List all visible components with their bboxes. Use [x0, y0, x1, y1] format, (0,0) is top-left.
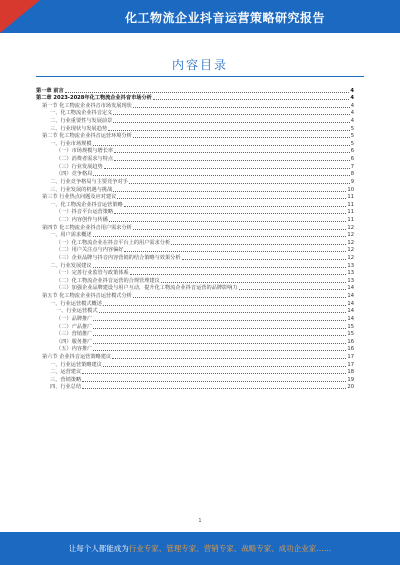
header-red-corner — [0, 0, 40, 33]
toc-entry[interactable] — [36, 125, 354, 133]
toc-entry-page: 14 — [347, 300, 354, 307]
toc-entry-title: 第三节 行业热点问题及应对建议 — [42, 194, 117, 201]
page-number: 1 — [198, 518, 202, 524]
toc-entry-page: 19 — [347, 376, 354, 383]
toc-leader-dots — [130, 274, 347, 275]
toc-entry[interactable] — [36, 300, 354, 308]
toc-entry[interactable] — [36, 285, 354, 293]
toc-leader-dots — [112, 358, 346, 359]
toc-entry-page: 12 — [347, 239, 354, 246]
toc-entry[interactable] — [36, 315, 354, 323]
toc-leader-dots — [239, 289, 347, 290]
toc-leader-dots — [153, 99, 350, 100]
toc-entry-title: 第六节 企业抖音运营策略建议 — [42, 353, 112, 360]
toc-entry[interactable] — [36, 155, 354, 163]
toc-entry-title: （二）内容创作与传播 — [56, 216, 108, 223]
toc-leader-dots — [133, 297, 347, 298]
toc-leader-dots — [103, 305, 347, 306]
toc-entry-title: 第一章 前言 — [36, 87, 64, 94]
toc-entry-title: （二）消费者需求与特点 — [56, 156, 114, 163]
toc-entry-page: 12 — [347, 224, 354, 231]
toc-leader-dots — [133, 229, 347, 230]
toc-entry-title: 一、行业运营模式 — [56, 308, 98, 315]
toc-entry[interactable] — [36, 216, 354, 224]
toc-entry[interactable] — [36, 361, 354, 369]
toc-leader-dots — [117, 198, 346, 199]
toc-leader-dots — [103, 366, 347, 367]
toc-entry-page: 10 — [347, 186, 354, 193]
toc-entry-title: 一、行业运营模式概述 — [50, 300, 102, 307]
toc-entry-title: （三）营销推广 — [56, 331, 93, 338]
toc-entry-title: 二、运营建议 — [50, 369, 82, 376]
toc-entry[interactable] — [36, 346, 354, 354]
toc-leader-dots — [113, 114, 349, 115]
toc-entry[interactable] — [36, 338, 354, 346]
toc-leader-dots — [161, 282, 347, 283]
toc-entry-page: 4 — [350, 95, 354, 102]
toc-entry[interactable] — [36, 292, 354, 300]
toc-leader-dots — [124, 251, 346, 252]
toc-entry-page: 16 — [347, 338, 354, 345]
toc-leader-dots — [93, 267, 347, 268]
toc-entry-title: （一）化工物流企业在抖音平台上的用户需求分析 — [56, 239, 171, 246]
toc-entry-title: （一）品牌推广 — [56, 315, 93, 322]
toc-entry-title: （四）服务推广 — [56, 338, 93, 345]
toc-entry-title: 第四节 化工物流企业抖音用户需求分析 — [42, 224, 132, 231]
report-title: 化工物流企业抖音运营策略研究报告 — [124, 11, 325, 25]
toc-leader-dots — [113, 122, 349, 123]
toc-leader-dots — [82, 373, 346, 374]
toc-entry[interactable] — [36, 323, 354, 331]
toc-entry-page: 9 — [350, 178, 354, 185]
toc-entry-page: 12 — [347, 247, 354, 254]
toc-entry[interactable] — [36, 178, 354, 186]
toc-entry-page: 14 — [347, 293, 354, 300]
toc-entry-title: 第一节 化工物流企业抖音市场发展现状 — [42, 102, 132, 109]
toc-entry-title: 三、行业现状与发展趋势 — [50, 125, 108, 132]
toc-leader-dots — [93, 350, 346, 351]
toc-entry-title: 一、化工物流企业抖音定义 — [50, 110, 113, 117]
toc-divider — [36, 76, 364, 77]
toc-entry-title: 三、行业发展的机遇与挑战 — [50, 186, 113, 193]
table-of-contents — [36, 87, 354, 391]
toc-entry-title: （一）抖音平台运营策略 — [56, 209, 114, 216]
toc-entry-page: 8 — [350, 171, 354, 178]
toc-entry-title: （二）化工物流企业抖音运营的合规管理建议 — [56, 277, 160, 284]
toc-entry-title: 第五节 化工物流企业抖音运营模式分析 — [42, 293, 132, 300]
toc-leader-dots — [124, 206, 347, 207]
toc-entry-page: 11 — [347, 216, 354, 223]
toc-entry-title: （一）市场规模与增长率 — [56, 148, 114, 155]
toc-leader-dots — [82, 381, 346, 382]
toc-leader-dots — [114, 160, 350, 161]
toc-leader-dots — [113, 191, 346, 192]
toc-leader-dots — [82, 388, 346, 389]
toc-entry-title: （三）加强企业品牌建设与用户互动，提升化工物流企业抖音运营的品牌影响力 — [56, 285, 238, 292]
toc-leader-dots — [182, 259, 347, 260]
toc-leader-dots — [129, 183, 350, 184]
toc-entry[interactable] — [36, 95, 354, 103]
toc-leader-dots — [114, 213, 346, 214]
toc-entry-title: 二、行业发展建议 — [50, 262, 92, 269]
toc-entry[interactable] — [36, 262, 354, 270]
toc-entry[interactable] — [36, 254, 354, 262]
toc-leader-dots — [133, 107, 350, 108]
toc-entry-page: 6 — [350, 156, 354, 163]
toc-entry[interactable] — [36, 270, 354, 278]
footer-slogan-lead: 让每个人都能成为 — [68, 544, 129, 553]
toc-heading: 内容目录 — [171, 58, 228, 72]
toc-entry-page: 13 — [347, 270, 354, 277]
toc-entry-title: 三、营销策略 — [50, 376, 82, 383]
toc-entry-title: （三）企业品牌与抖音内容营销的结合策略与效果分析 — [56, 255, 181, 262]
toc-leader-dots — [93, 236, 347, 237]
toc-entry-page: 4 — [350, 110, 354, 117]
toc-entry-title: 一、行业市场规模 — [50, 140, 92, 147]
toc-leader-dots — [133, 137, 350, 138]
toc-entry-title: 第二节 化工物流企业抖音运营环境分析 — [42, 133, 132, 140]
toc-entry-title: （三）行业发展趋势 — [56, 163, 103, 170]
toc-entry-page: 14 — [347, 315, 354, 322]
toc-entry-page: 13 — [347, 262, 354, 269]
toc-entry-title: （五）内容推广 — [56, 346, 93, 353]
toc-leader-dots — [93, 145, 350, 146]
toc-entry[interactable] — [36, 110, 354, 118]
toc-entry-page: 16 — [347, 346, 354, 353]
toc-entry-page: 15 — [347, 323, 354, 330]
toc-entry[interactable] — [36, 369, 354, 377]
toc-leader-dots — [93, 320, 346, 321]
toc-entry[interactable] — [36, 239, 354, 247]
toc-entry-page: 5 — [350, 140, 354, 147]
toc-leader-dots — [99, 312, 347, 313]
toc-entry-page: 12 — [347, 232, 354, 239]
toc-leader-dots — [93, 343, 346, 344]
toc-entry-page: 5 — [350, 125, 354, 132]
footer-bar — [0, 532, 400, 565]
toc-entry[interactable] — [36, 117, 354, 125]
toc-entry-page: 15 — [347, 331, 354, 338]
toc-entry-page: 7 — [350, 163, 354, 170]
toc-entry[interactable] — [36, 201, 354, 209]
toc-leader-dots — [108, 130, 350, 131]
toc-entry-page: 11 — [347, 201, 354, 208]
toc-entry[interactable] — [36, 186, 354, 194]
toc-entry[interactable] — [36, 140, 354, 148]
toc-entry-page: 20 — [347, 384, 354, 391]
toc-leader-dots — [109, 221, 347, 222]
toc-entry-page: 18 — [347, 369, 354, 376]
toc-entry[interactable] — [36, 163, 354, 171]
toc-entry-page: 4 — [350, 87, 354, 94]
toc-entry-title: 二、行业重要性与发展前景 — [50, 118, 113, 125]
toc-entry-page: 11 — [347, 209, 354, 216]
toc-entry[interactable] — [36, 353, 354, 361]
toc-entry[interactable] — [36, 224, 354, 232]
toc-entry-page: 4 — [350, 118, 354, 125]
toc-leader-dots — [65, 92, 350, 93]
footer-slogan-accent: 行业专家、管理专家、营销专家、战略专家、成功企业家…… — [128, 544, 332, 553]
toc-entry[interactable] — [36, 102, 354, 110]
toc-leader-dots — [114, 152, 350, 153]
toc-entry-title: 四、行业总结 — [50, 384, 82, 391]
toc-entry[interactable] — [36, 376, 354, 384]
toc-leader-dots — [104, 168, 350, 169]
toc-entry-page: 12 — [347, 255, 354, 262]
toc-entry-page: 4 — [350, 102, 354, 109]
toc-entry-page: 11 — [347, 194, 354, 201]
toc-entry-title: 二、行业竞争格局与主要竞争对手 — [50, 178, 128, 185]
toc-entry[interactable] — [36, 87, 354, 95]
toc-entry[interactable] — [36, 209, 354, 217]
toc-entry[interactable] — [36, 232, 354, 240]
toc-entry-title: 第二章 2023-2028年化工物流企业抖音市场分析 — [36, 95, 152, 102]
toc-entry-title: （一）完善行业监管与政策体系 — [56, 270, 129, 277]
toc-entry-title: 一、用户需求概述 — [50, 232, 92, 239]
toc-entry-title: （二）产品推广 — [56, 323, 93, 330]
toc-entry[interactable] — [36, 133, 354, 141]
toc-entry-page: 14 — [347, 285, 354, 292]
toc-entry-title: （二）用户关注点与内容偏好 — [56, 247, 124, 254]
toc-entry-title: 一、化工物流企业抖音运营策略 — [50, 201, 123, 208]
toc-entry[interactable] — [36, 331, 354, 339]
toc-entry-page: 14 — [347, 308, 354, 315]
toc-leader-dots — [93, 335, 346, 336]
toc-entry-page: 17 — [347, 353, 354, 360]
toc-leader-dots — [171, 244, 346, 245]
footer-slogan — [0, 543, 400, 554]
toc-leader-dots — [93, 328, 346, 329]
toc-entry[interactable] — [36, 171, 354, 179]
toc-leader-dots — [93, 175, 349, 176]
header-bar — [0, 0, 400, 33]
toc-entry-page: 13 — [347, 277, 354, 284]
toc-entry-page: 17 — [347, 361, 354, 368]
toc-entry[interactable] — [36, 194, 354, 202]
toc-entry[interactable] — [36, 277, 354, 285]
toc-entry-title: 一、行业运营策略建议 — [50, 361, 102, 368]
toc-entry-page: 6 — [350, 148, 354, 155]
toc-entry[interactable] — [36, 384, 354, 392]
toc-entry[interactable] — [36, 308, 354, 316]
toc-entry-title: （四）竞争格局 — [56, 171, 93, 178]
toc-entry[interactable] — [36, 247, 354, 255]
toc-entry[interactable] — [36, 148, 354, 156]
toc-entry-page: 5 — [350, 133, 354, 140]
